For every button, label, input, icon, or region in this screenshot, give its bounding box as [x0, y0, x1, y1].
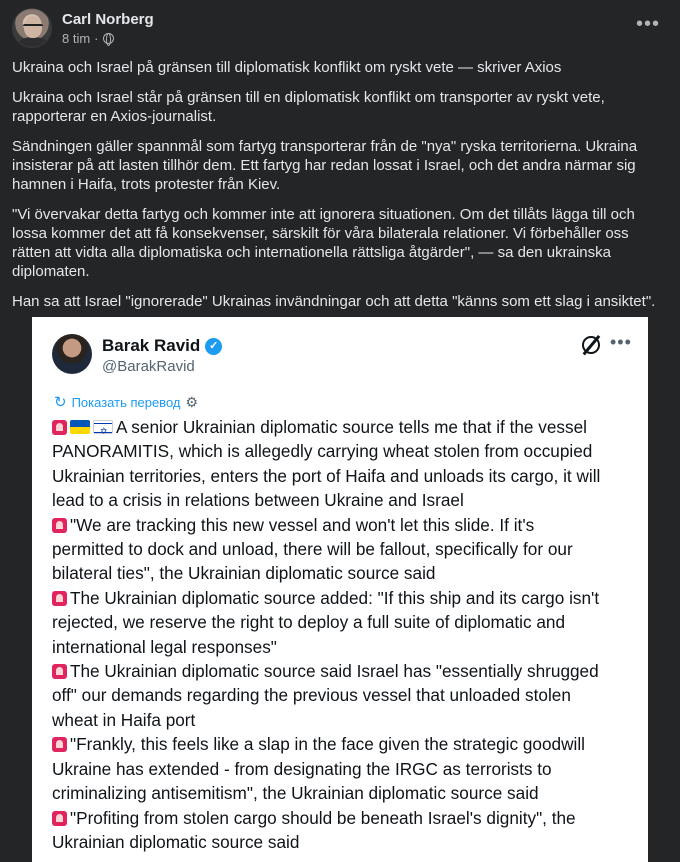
tweet-line: Ukraine has extended - from designating the IRGC as terrorists to	[52, 758, 552, 779]
author-name[interactable]: Carl Norberg	[62, 11, 154, 28]
tweet-screenshot-image[interactable]	[32, 317, 648, 862]
tweet-line: Ukrainian territories, enters the port of Haifa and unloads its cargo, it will	[52, 465, 601, 486]
post-paragraph: Sändningen gäller spannmål som fartyg transporterar från de "nya" ryska territorierna. Ukraina insisterar på att lasten tillhör dem. Ett fartyg har redan lossat i Israel, och det andra närmar sig hamnen i Haifa, trots protester från Kiev.	[12, 138, 638, 193]
grok-icon	[582, 336, 600, 354]
tweet-line: bilateral ties", the Ukrainian diplomatic source said	[52, 563, 436, 584]
tweet-line: wheat in Haifa port	[52, 709, 196, 730]
tweet-line-text: "We are tracking this new vessel and won't let this slide. If it's	[70, 514, 535, 535]
siren-icon	[52, 664, 67, 679]
siren-icon	[52, 518, 67, 533]
post-meta	[62, 31, 114, 46]
tweet-body	[52, 415, 637, 854]
globe-icon[interactable]	[103, 33, 114, 44]
tweet-line	[52, 415, 637, 439]
tweet-author-name	[102, 336, 222, 356]
tweet-line: lead to a crisis in relations between Ukraine and Israel	[52, 490, 464, 511]
tweet-line: PANORAMITIS, which is allegedly carrying wheat stolen from occupied	[52, 441, 593, 462]
translate-label: Показать перевод	[71, 394, 181, 410]
post-paragraph: "Vi övervakar detta fartyg och kommer inte att ignorera situationen. Om det tillåts lägga till och lossa kommer det att få konsekvenser, särskilt för våra bilaterala relationer. Vi förbehåller oss rätten att vidta alla diplomatiska och internationella rättsliga åtgärder", — sa den ukrainska diplomaten.	[12, 206, 635, 280]
post-paragraph: Ukraina och Israel står på gränsen till en diplomatisk konflikt om transporter av ryskt vete, rapporterar en Axios-journalist.	[12, 89, 605, 125]
tweet-line: permitted to dock and unload, there will be fallout, specifically for our	[52, 539, 573, 560]
gear-icon: ⚙	[185, 393, 199, 410]
tweet-handle: @BarakRavid	[102, 358, 195, 375]
tweet-line	[52, 659, 637, 683]
post-paragraph: Ukraina och Israel på gränsen till diplomatisk konflikt om ryskt vete — skriver Axios	[12, 59, 562, 76]
tweet-line: off" our demands regarding the previous vessel that unloaded stolen	[52, 685, 571, 706]
post-time[interactable]: 8 tim	[62, 31, 91, 46]
author-avatar[interactable]	[12, 8, 52, 48]
verified-badge-icon: ✓	[205, 338, 222, 355]
more-options-icon[interactable]: •••	[635, 13, 660, 35]
siren-icon	[52, 811, 67, 826]
tweet-author-label: Barak Ravid	[102, 336, 201, 355]
ukraine-flag-icon	[70, 420, 90, 434]
post-text	[12, 58, 668, 322]
tweet-avatar	[52, 334, 92, 374]
post-header	[12, 8, 668, 50]
tweet-line	[52, 586, 637, 610]
tweet-line-text: "Profiting from stolen cargo should be beneath Israel's dignity", the	[70, 807, 576, 828]
meta-separator: ·	[94, 31, 99, 46]
tweet-line: rejected, we reserve the right to deploy a full suite of diplomatic and	[52, 612, 566, 633]
siren-icon	[52, 591, 67, 606]
tweet-line	[52, 806, 637, 830]
israel-flag-icon	[93, 420, 113, 434]
tweet-line-text: The Ukrainian diplomatic source said Israel has "essentially shrugged	[70, 661, 599, 682]
post-paragraph: Han sa att Israel "ignorerade" Ukrainas invändningar och att detta "känns som ett slag i ansiktet".	[12, 293, 656, 310]
translate-row	[54, 393, 198, 411]
tweet-line: criminalizing antisemitism", the Ukrainian diplomatic source said	[52, 783, 539, 804]
tweet-line-text: The Ukrainian diplomatic source added: "If this ship and its cargo isn't	[70, 587, 600, 608]
siren-icon	[52, 420, 67, 435]
tweet-line: international legal responses"	[52, 636, 277, 657]
tweet-line	[52, 513, 637, 537]
tweet-line: Ukrainian diplomatic source said	[52, 831, 300, 852]
tweet-more-icon: •••	[610, 332, 632, 352]
tweet-line-text: A senior Ukrainian diplomatic source tells me that if the vessel	[116, 417, 587, 437]
tweet-line-text: "Frankly, this feels like a slap in the face given the strategic goodwill	[70, 734, 585, 755]
translate-icon: ↻	[54, 394, 67, 411]
tweet-line	[52, 732, 637, 756]
siren-icon	[52, 737, 67, 752]
